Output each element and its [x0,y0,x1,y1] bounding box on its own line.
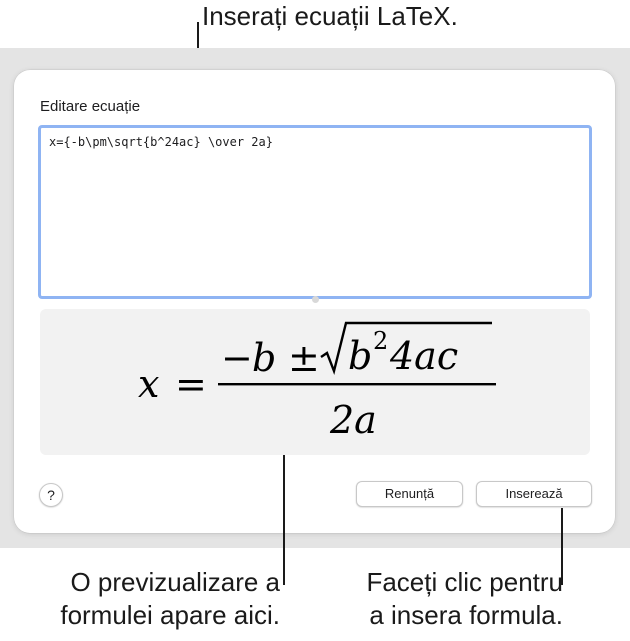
insert-button[interactable]: Inserează [476,481,592,507]
callout-insert-line1: Faceți clic pentru [366,567,563,597]
radicand-b: b [348,334,373,378]
callout-leader-line [283,455,285,585]
latex-input[interactable] [38,125,592,299]
radicand-rest: 4ac [390,334,459,378]
resize-handle[interactable] [312,296,319,303]
callout-insert-latex: Inserați ecuații LaTeX. [202,1,458,31]
callout-preview-line1: O previzualizare a [70,567,280,597]
formula-render [40,309,590,455]
callout-preview-line2: formulei apare aici. [60,600,280,630]
formula-equals: = [175,362,207,406]
help-button[interactable]: ? [39,483,63,507]
formula-minus: − [221,336,253,380]
dialog-title: Editare ecuație [40,98,141,115]
callout-insert-line2: a insera formula. [369,600,563,630]
equation-dialog [14,70,615,533]
formula-b: b [252,336,277,380]
callout-insert [318,566,563,632]
fraction-bar [218,383,496,385]
formula-denominator: 2a [330,398,377,442]
latex-input-text[interactable]: x={-b\pm\sqrt{b^24ac} \over 2a} [49,135,273,149]
cancel-button[interactable]: Renunță [356,481,463,507]
callout-preview [0,566,280,632]
formula-plus-minus: ± [288,336,320,380]
radicand-exponent: 2 [373,327,389,355]
formula-preview [40,309,590,455]
formula-lhs: x [138,362,160,406]
